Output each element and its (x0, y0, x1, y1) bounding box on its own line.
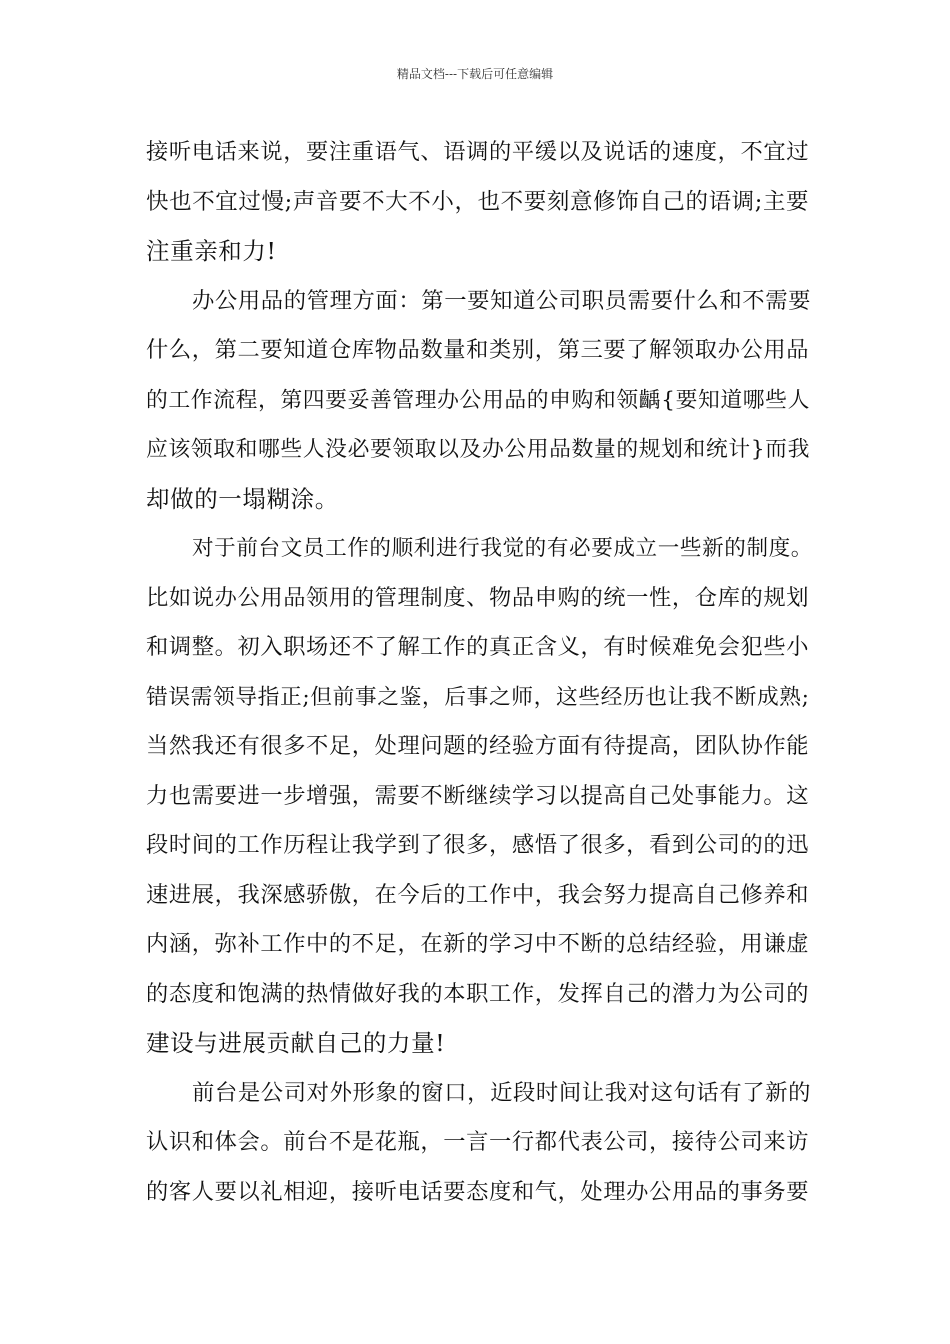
text-line: 前台是公司对外形象的窗口，近段时间让我对这句话有了新的 (192, 1079, 812, 1106)
document-body (146, 128, 812, 1217)
text-line: 应该领取和哪些人没必要领取以及办公用品数量的规划和统计}而我 (146, 437, 810, 462)
text-line: 比如说办公用品领用的管理制度、物品申购的统一性，仓库的规划 (146, 584, 810, 611)
text-line: 的客人要以礼相迎，接听电话要态度和气，处理办公用品的事务要 (146, 1178, 810, 1205)
text-line: 认识和体会。前台不是花瓶，一言一行都代表公司，接待公司来访 (146, 1129, 810, 1155)
text-line: 对于前台文员工作的顺利进行我觉的有必要成立一些新的制度。 (192, 536, 813, 561)
text-line: 速进展，我深感骄傲，在今后的工作中，我会努力提高自己修养和 (146, 881, 810, 908)
text-line: 错误需领导指正;但前事之鉴，后事之师，这些经历也让我不断成熟; (146, 684, 810, 710)
text-line: 办公用品的管理方面：第一要知道公司职员需要什么和不需要 (192, 287, 812, 314)
text-line: 段时间的工作历程让我学到了很多，感悟了很多，看到公司的的迅 (146, 832, 810, 858)
text-line: 内涵，弥补工作中的不足，在新的学习中不断的总结经验，用谦虚 (146, 931, 810, 957)
text-line: 接听电话来说，要注重语气、语调的平缓以及说话的速度，不宜过 (146, 139, 810, 165)
text-line: 的工作流程，第四要妥善管理办公用品的申购和领齲{要知道哪些人 (146, 387, 810, 413)
page-header: 精品文档---下载后可任意编辑 (396, 67, 554, 81)
text-line: 什么，第二要知道仓库物品数量和类别，第三要了解领取办公用品 (146, 337, 810, 363)
text-line: 却做的一塌糊涂。 (146, 484, 339, 513)
text-line: 力也需要进一步增强，需要不断继续学习以提高自己处事能力。这 (146, 782, 810, 809)
text-line: 注重亲和力! (146, 237, 277, 265)
text-line: 快也不宜过慢;声音要不大不小，也不要刻意修饰自己的语调;主要 (146, 188, 810, 215)
text-line: 的态度和饱满的热情做好我的本职工作，发挥自己的潜力为公司的 (146, 980, 810, 1007)
text-line: 当然我还有很多不足，处理问题的经验方面有待提高，团队协作能 (146, 733, 810, 759)
text-line: 建设与进展贡献自己的力量! (146, 1029, 446, 1057)
text-line: 和调整。初入职场还不了解工作的真正含义，有时候难免会犯些小 (146, 634, 810, 660)
